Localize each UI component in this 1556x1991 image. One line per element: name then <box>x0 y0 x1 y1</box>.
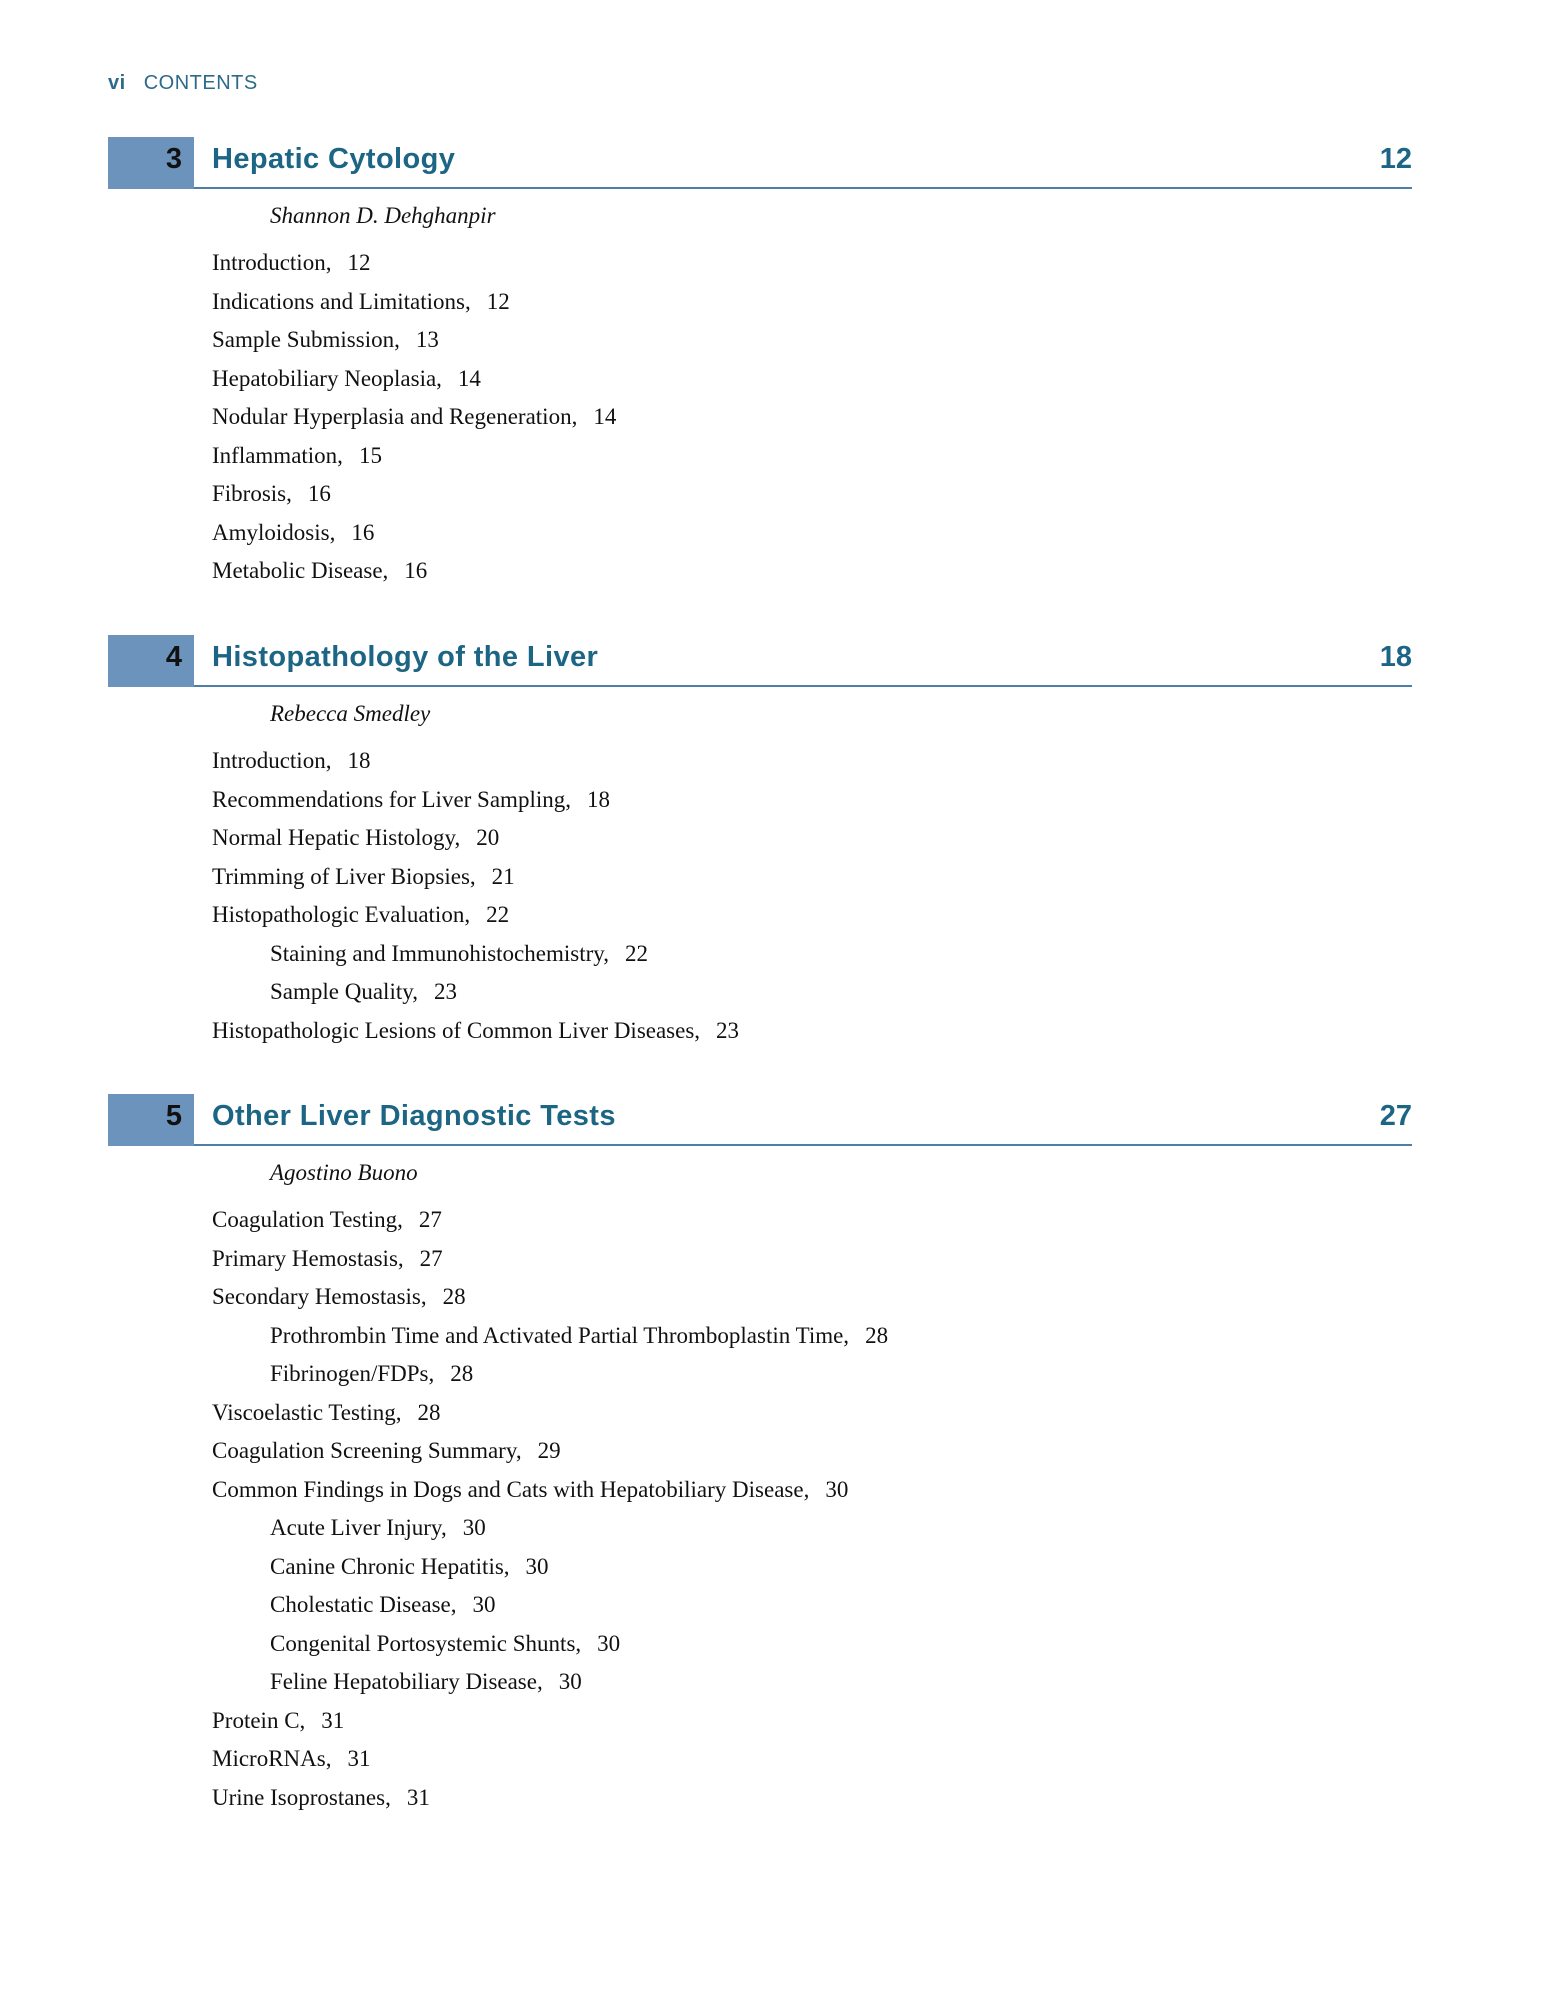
toc-entry[interactable] <box>212 1438 561 1464</box>
entry-page-number: 31 <box>321 1707 345 1733</box>
entry-title: Sample Submission, <box>212 327 400 352</box>
toc-subentry[interactable] <box>270 1592 496 1618</box>
chapter-author: Agostino Buono <box>270 1160 418 1185</box>
toc-subentry[interactable] <box>270 941 648 967</box>
entry-title: Trimming of Liver Biopsies, <box>212 863 476 889</box>
entry-page-number: 16 <box>404 558 428 583</box>
entry-page-number: 28 <box>442 1284 466 1309</box>
entry-title: Viscoelastic Testing, <box>212 1399 402 1425</box>
running-head-label: CONTENTS <box>143 72 258 94</box>
toc-entry[interactable] <box>212 1785 430 1811</box>
chapter-number-box <box>108 635 194 687</box>
toc-entry[interactable] <box>212 864 515 890</box>
chapter-page-number: 12 <box>1379 143 1412 175</box>
entry-page-number: 22 <box>625 940 649 966</box>
chapter-author: Shannon D. Dehghanpir <box>270 203 496 228</box>
toc-entry[interactable] <box>212 289 510 315</box>
toc-entry[interactable] <box>212 481 331 507</box>
toc-entry[interactable] <box>212 902 509 928</box>
entry-title: Hepatobiliary Neoplasia, <box>212 365 442 391</box>
entry-page-number: 30 <box>472 1592 496 1617</box>
toc-entry[interactable] <box>212 1400 441 1426</box>
entry-title: Indications and Limitations, <box>212 288 471 314</box>
toc-entry[interactable] <box>212 1284 466 1310</box>
toc-entry[interactable] <box>212 443 382 469</box>
entry-title: Primary Hemostasis, <box>212 1245 404 1271</box>
chapter-number-box <box>108 1094 194 1146</box>
toc-entry[interactable] <box>212 520 374 546</box>
entry-title: Acute Liver Injury, <box>270 1515 447 1540</box>
entry-title: Secondary Hemostasis, <box>212 1284 427 1309</box>
toc-entry[interactable] <box>212 327 439 353</box>
chapter-title[interactable]: Histopathology of the Liver <box>212 641 599 673</box>
chapter-page-number: 27 <box>1379 1100 1412 1132</box>
toc-entry[interactable] <box>212 1708 344 1734</box>
entry-page-number: 16 <box>307 481 331 506</box>
entry-title: Inflammation, <box>212 442 343 468</box>
entry-title: Fibrosis, <box>212 481 292 506</box>
entry-title: Congenital Portosystemic Shunts, <box>270 1630 582 1656</box>
chapter-header <box>0 1094 1556 1146</box>
entry-page-number: 14 <box>593 404 617 429</box>
chapter-rule <box>194 1144 1412 1146</box>
entry-page-number: 13 <box>415 327 439 352</box>
toc-subentry[interactable] <box>270 1669 582 1695</box>
entry-page-number: 12 <box>486 288 510 314</box>
entry-page-number: 29 <box>537 1438 561 1463</box>
toc-entry[interactable] <box>212 1018 739 1044</box>
entry-page-number: 21 <box>491 863 515 889</box>
entry-title: Urine Isoprostanes, <box>212 1784 391 1810</box>
entry-page-number: 30 <box>558 1669 582 1694</box>
entry-title: Introduction, <box>212 748 332 773</box>
entry-page-number: 31 <box>406 1784 430 1810</box>
entry-title: Feline Hepatobiliary Disease, <box>270 1669 543 1694</box>
entry-page-number: 14 <box>457 365 481 391</box>
entry-page-number: 31 <box>347 1746 371 1771</box>
entry-page-number: 18 <box>586 786 610 812</box>
chapter-number-box <box>108 137 194 189</box>
entry-page-number: 22 <box>486 902 510 927</box>
toc-subentry[interactable] <box>270 1323 888 1349</box>
entry-title: Prothrombin Time and Activated Partial Thromboplastin Time, <box>270 1322 850 1348</box>
entry-title: Common Findings in Dogs and Cats with Hepatobiliary Disease, <box>212 1476 810 1502</box>
entry-page-number: 28 <box>417 1399 441 1425</box>
entry-title: Introduction, <box>212 250 332 275</box>
toc-entry[interactable] <box>212 1246 443 1272</box>
entry-page-number: 15 <box>358 442 382 468</box>
entry-page-number: 28 <box>865 1322 889 1348</box>
entry-title: Histopathologic Evaluation, <box>212 902 471 927</box>
chapter-number: 3 <box>165 143 182 175</box>
entry-page-number: 18 <box>347 748 371 773</box>
chapter-rule <box>194 685 1412 687</box>
chapter-page-number: 18 <box>1379 641 1412 673</box>
entry-title: Coagulation Testing, <box>212 1207 403 1232</box>
entry-title: MicroRNAs, <box>212 1746 332 1771</box>
entry-title: Amyloidosis, <box>212 519 336 545</box>
chapter-title[interactable]: Hepatic Cytology <box>212 143 456 175</box>
chapter-title[interactable]: Other Liver Diagnostic Tests <box>212 1100 616 1132</box>
entry-title: Sample Quality, <box>270 979 418 1004</box>
entry-title: Normal Hepatic Histology, <box>212 825 461 850</box>
toc-entry[interactable] <box>212 250 370 276</box>
entry-title: Canine Chronic Hepatitis, <box>270 1553 510 1579</box>
entry-page-number: 27 <box>418 1207 442 1232</box>
entry-page-number: 30 <box>462 1515 486 1540</box>
page-folio: vi <box>108 72 126 94</box>
chapter-number: 4 <box>165 641 182 673</box>
chapter-header <box>0 635 1556 687</box>
entry-page-number: 12 <box>347 250 371 275</box>
chapter-header <box>0 137 1556 189</box>
entry-page-number: 20 <box>476 825 500 850</box>
toc-subentry[interactable] <box>270 1631 620 1657</box>
entry-title: Staining and Immunohistochemistry, <box>270 940 610 966</box>
toc-subentry[interactable] <box>270 1554 549 1580</box>
entry-title: Protein C, <box>212 1707 306 1733</box>
toc-entry[interactable] <box>212 1746 370 1772</box>
entry-title: Recommendations for Liver Sampling, <box>212 786 571 812</box>
entry-page-number: 28 <box>450 1361 474 1386</box>
chapter-4 <box>0 635 1556 1043</box>
entry-page-number: 30 <box>597 1630 621 1656</box>
entry-title: Nodular Hyperplasia and Regeneration, <box>212 404 578 429</box>
toc-entry[interactable] <box>212 787 610 813</box>
toc-entry[interactable] <box>212 825 499 851</box>
entry-page-number: 23 <box>716 1017 740 1043</box>
toc-entry[interactable] <box>212 1207 442 1233</box>
chapter-rule <box>194 187 1412 189</box>
entry-page-number: 30 <box>825 1476 849 1502</box>
chapter-number: 5 <box>165 1100 182 1132</box>
toc-subentry[interactable] <box>270 1515 486 1541</box>
entry-title: Metabolic Disease, <box>212 558 389 583</box>
entry-page-number: 16 <box>351 519 375 545</box>
toc-entry[interactable] <box>212 748 370 774</box>
toc-entry[interactable] <box>212 404 616 430</box>
entry-title: Coagulation Screening Summary, <box>212 1438 522 1463</box>
entry-page-number: 30 <box>525 1553 549 1579</box>
entry-title: Fibrinogen/FDPs, <box>270 1361 435 1386</box>
entry-page-number: 27 <box>419 1245 443 1271</box>
toc-entry[interactable] <box>212 1477 848 1503</box>
entry-title: Cholestatic Disease, <box>270 1592 457 1617</box>
entry-page-number: 23 <box>433 979 457 1004</box>
toc-entry[interactable] <box>212 366 481 392</box>
running-head <box>108 72 258 95</box>
toc-subentry[interactable] <box>270 1361 473 1387</box>
toc-entry[interactable] <box>212 558 427 584</box>
chapter-author: Rebecca Smedley <box>270 701 431 726</box>
chapter-3 <box>0 137 1556 583</box>
toc-subentry[interactable] <box>270 979 457 1005</box>
entry-title: Histopathologic Lesions of Common Liver Diseases, <box>212 1017 701 1043</box>
chapter-5 <box>0 1094 1556 1810</box>
